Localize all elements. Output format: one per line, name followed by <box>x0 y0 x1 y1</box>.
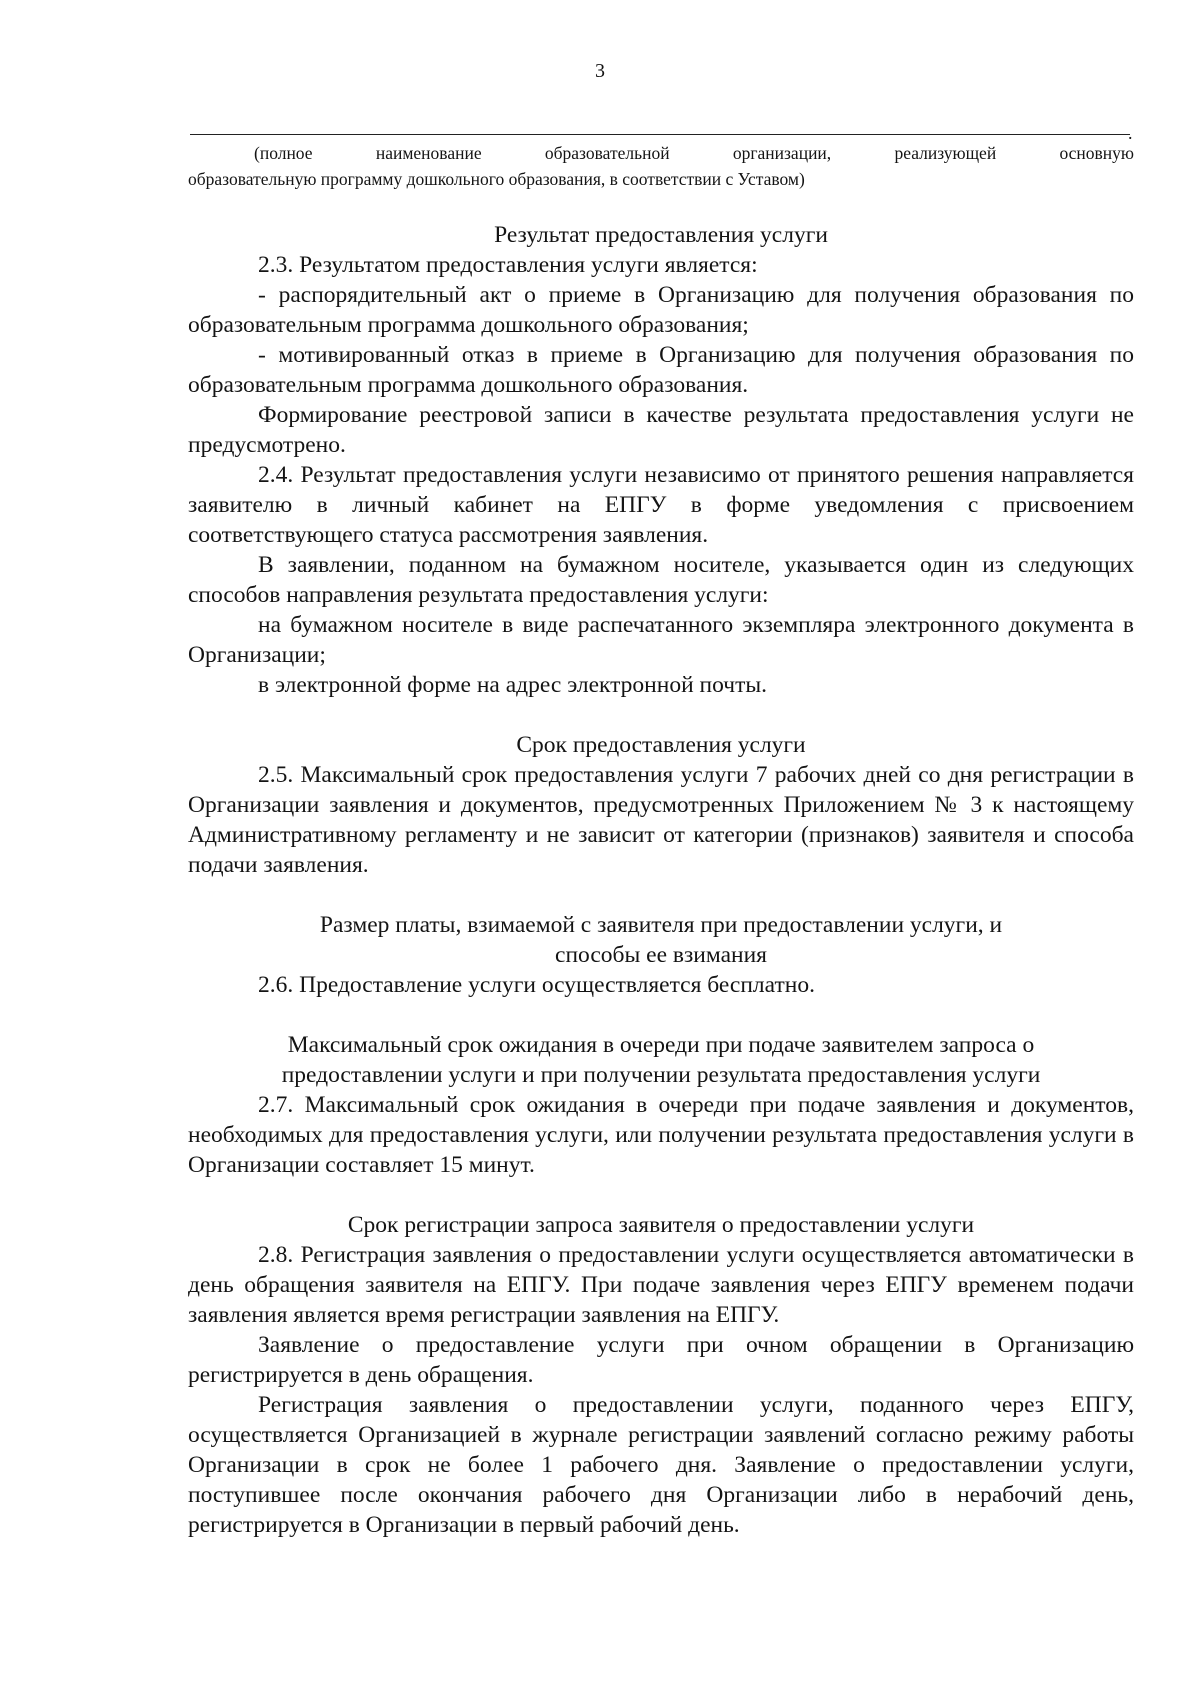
section-heading-queue-line-2: предоставлении услуги и при получении результата предоставления услуги <box>281 1062 1041 1088</box>
section-heading-result: Результат предоставления услуги <box>494 222 828 248</box>
section-spacer <box>188 700 1134 730</box>
section-heading-queue <box>188 1030 1134 1090</box>
paragraph-2-7: 2.7. Максимальный срок ожидания в очереди при подаче заявления и документов, необходимых для предоставления услуги, или получении результата предоставления услуги в Организации составляет 15 минут. <box>188 1092 1134 1178</box>
paragraph-2-8: 2.8. Регистрация заявления о предоставлении услуги осуществляется автоматически в день обращения заявителя на ЕПГУ. При подаче заявления через ЕПГУ временем подачи заявления является время регистрации заявления на ЕПГУ. <box>188 1242 1134 1328</box>
section-heading-registration: Срок регистрации запроса заявителя о предоставлении услуги <box>347 1212 975 1238</box>
paragraph-2-4: 2.4. Результат предоставления услуги независимо от принятого решения направляется заявителю в личный кабинет на ЕПГУ в форме уведомления с присвоением соответствующего статуса рассмотрения заявления. <box>188 462 1134 548</box>
page-number: 3 <box>595 60 605 82</box>
section-heading-queue-line-1: Максимальный срок ожидания в очереди при подаче заявителем запроса о <box>287 1032 1035 1058</box>
paragraph-epgu-registration: Регистрация заявления о предоставлении услуги, поданного через ЕПГУ, осуществляется Организацией в журнале регистрации заявлений согласно режиму работы Организации в срок не более 1 рабочего дня. Заявление о предоставлении услуги, поступившее после окончания рабочего дня Организации либо в нерабочий день, регистрируется в Организации в первый рабочий день. <box>188 1392 1134 1538</box>
organization-name-line <box>190 134 1130 135</box>
paragraph-registry-record: Формирование реестровой записи в качестве результата предоставления услуги не предусмотрено. <box>188 402 1134 458</box>
organization-name-line-end: . <box>1128 123 1133 143</box>
section-spacer <box>188 1000 1134 1030</box>
paragraph-email-delivery: в электронной форме на адрес электронной почты. <box>258 672 768 698</box>
section-heading-fee <box>188 910 1134 970</box>
paragraph-2-5: 2.5. Максимальный срок предоставления услуги 7 рабочих дней со дня регистрации в Организации заявления и документов, предусмотренных Приложением № 3 к настоящему Административному регламенту и не зависит от категории (признаков) заявителя и способа подачи заявления. <box>188 762 1134 878</box>
paragraph-2-3: 2.3. Результатом предоставления услуги является: <box>258 252 758 278</box>
caption-line-2: образовательную программу дошкольного образования, в соответствии с Уставом) <box>188 169 805 189</box>
caption-line-1: (полное наименование образовательной организации, реализующей основную <box>254 143 1134 163</box>
section-heading-fee-line-2: способы ее взимания <box>555 942 767 968</box>
section-spacer <box>188 1180 1134 1210</box>
paragraph-2-3-item-2: - мотивированный отказ в приеме в Организацию для получения образования по образовательным программа дошкольного образования. <box>188 342 1134 398</box>
section-spacer <box>188 880 1134 910</box>
section-heading-term: Срок предоставления услуги <box>516 732 806 758</box>
section-heading-fee-line-1: Размер платы, взимаемой с заявителя при предоставлении услуги, и <box>319 912 1003 938</box>
paragraph-2-6: 2.6. Предоставление услуги осуществляется бесплатно. <box>258 972 815 998</box>
organization-name-caption <box>188 140 1134 192</box>
paragraph-paper-delivery: на бумажном носителе в виде распечатанного экземпляра электронного документа в Организации; <box>188 612 1134 668</box>
paragraph-paper-application: В заявлении, поданном на бумажном носителе, указывается один из следующих способов направления результата предоставления услуги: <box>188 552 1134 608</box>
paragraph-in-person-registration: Заявление о предоставление услуги при очном обращении в Организацию регистрируется в день обращения. <box>188 1332 1134 1388</box>
paragraph-2-3-item-1: - распорядительный акт о приеме в Организацию для получения образования по образовательным программа дошкольного образования; <box>188 282 1134 338</box>
document-body <box>188 220 1134 1540</box>
